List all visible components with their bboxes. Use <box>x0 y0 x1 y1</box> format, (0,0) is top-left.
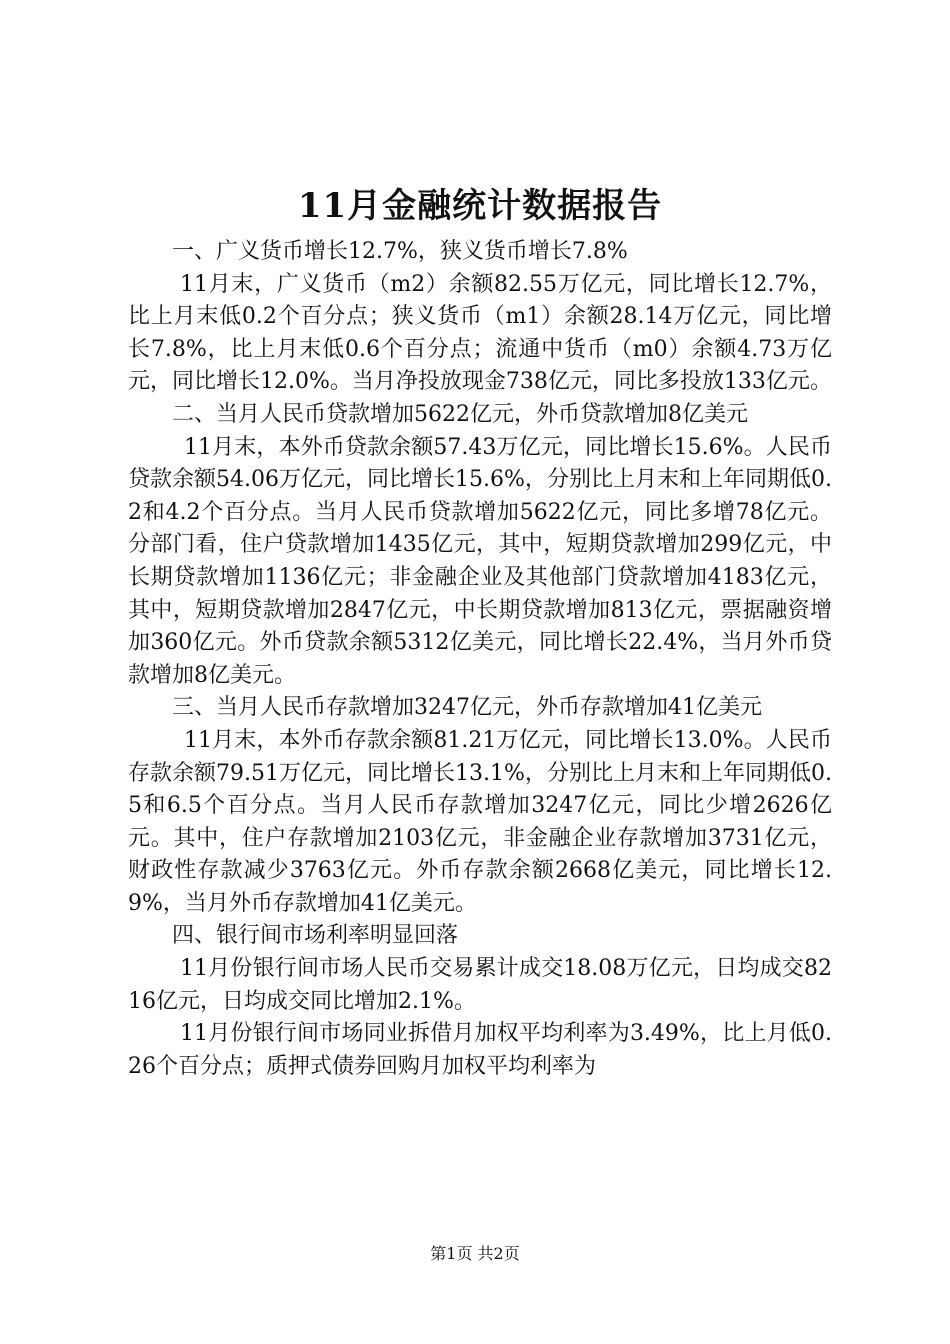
document-title: 11月金融统计数据报告 <box>297 186 663 226</box>
page-footer: 第1页 共2页 <box>430 1244 520 1263</box>
paragraph-money-supply: 11月末，广义货币（m2）余额82.55万亿元，同比增长12.7%，比上月末低0.2个百分点；狭义货币（m1）余额28.14万亿元，同比增长7.8%，比上月末低0.6个百分点；流通中货币（m0）余额4.73万亿元，同比增长12.0%。当月净投放现金738亿元，同比多投放133亿元。 <box>128 271 832 395</box>
section-heading-4: 四、银行间市场利率明显回落 <box>172 923 459 949</box>
section-heading-1: 一、广义货币增长12.7%，狭义货币增长7.8% <box>172 239 628 264</box>
paragraph-loans: 11月末，本外币贷款余额57.43万亿元，同比增长15.6%。人民币贷款余额54.06万亿元，同比增长15.6%，分别比上月末和上年同期低0.2和4.2个百分点。当月人民币贷款增加5622亿元，同比多增78亿元。分部门看，住户贷款增加1435亿元，其中，短期贷款增加299亿元，中长期贷款增加1136亿元；非金融企业及其他部门贷款增加4183亿元，其中，短期贷款增加2847亿元，中长期贷款增加813亿元，票据融资增加360亿元。外币贷款余额5312亿美元，同比增长22.4%，当月外币贷款增加8亿美元。 <box>128 434 832 688</box>
document-page <box>128 180 832 1083</box>
paragraph-deposits: 11月末，本外币存款余额81.21万亿元，同比增长13.0%。人民币存款余额79.51万亿元，同比增长13.1%，分别比上月末和上年同期低0.5和6.5个百分点。当月人民币存款增加3247亿元，同比少增2626亿元。其中，住户存款增加2103亿元，非金融企业存款增加3731亿元，财政性存款减少3763亿元。外币存款余额2668亿美元，同比增长12.9%，当月外币存款增加41亿美元。 <box>128 727 832 916</box>
paragraph-interbank-rates: 11月份银行间市场同业拆借月加权平均利率为3.49%，比上月低0.26个百分点；质押式债券回购月加权平均利率为 <box>128 1021 832 1079</box>
section-heading-3: 三、当月人民币存款增加3247亿元，外币存款增加41亿美元 <box>172 695 762 721</box>
section-heading-2: 二、当月人民币贷款增加5622亿元，外币贷款增加8亿美元 <box>172 401 748 427</box>
paragraph-interbank-volume: 11月份银行间市场人民币交易累计成交18.08万亿元，日均成交8216亿元，日均成交同比增加2.1%。 <box>128 956 832 1014</box>
